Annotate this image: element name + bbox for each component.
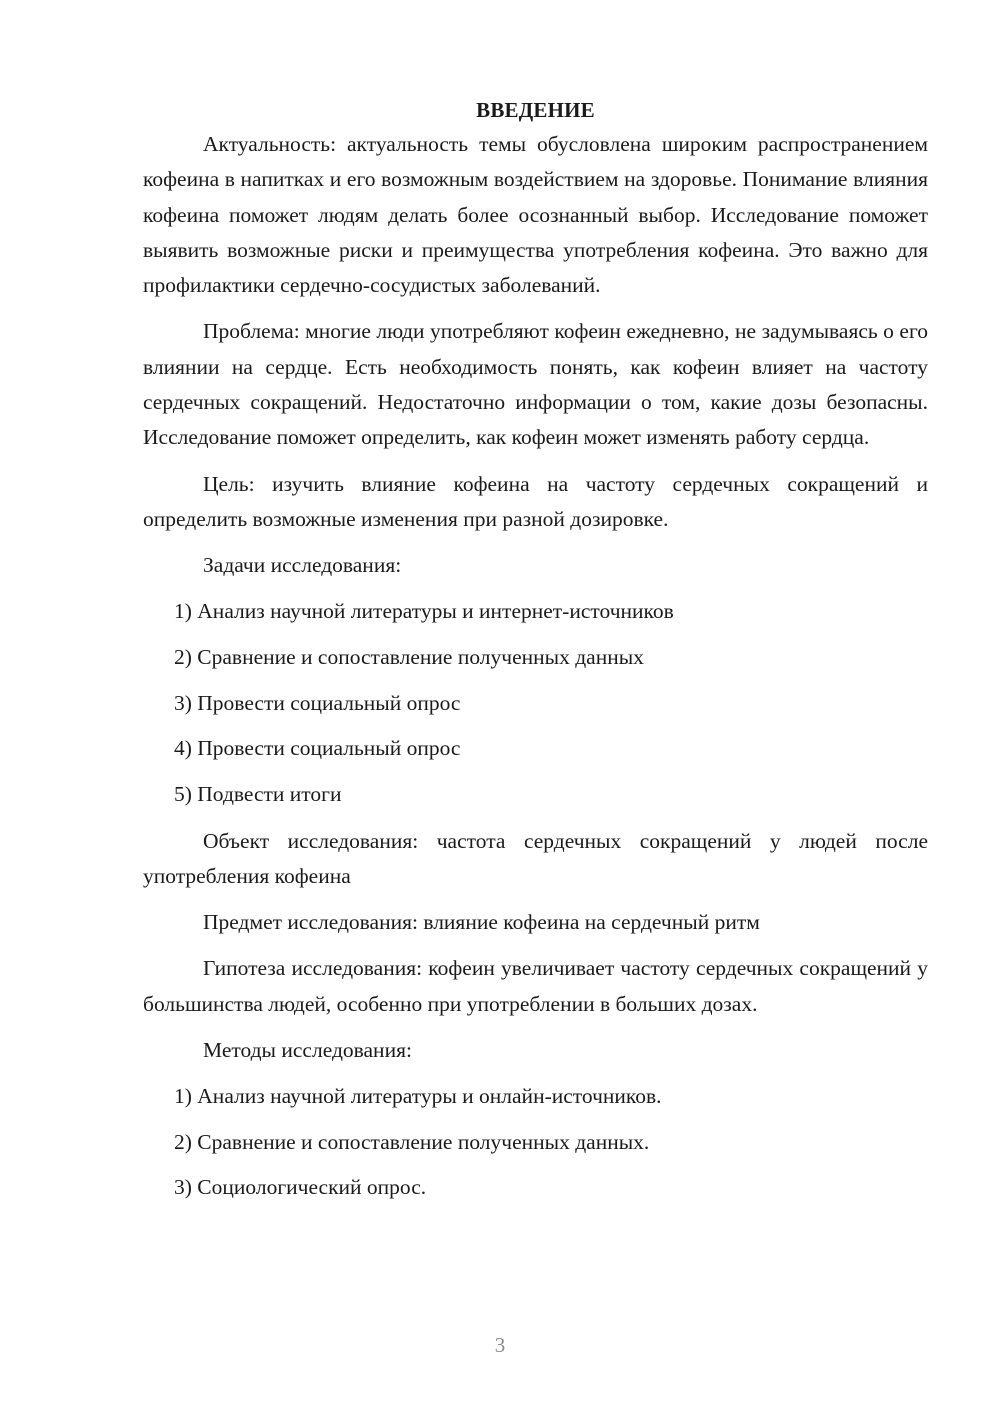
tasks-list (143, 594, 928, 812)
subject-paragraph: Предмет исследования: влияние кофеина на сердечный ритм (203, 910, 760, 935)
list-item: 1) Анализ научной литературы и онлайн-источников. (174, 1083, 662, 1108)
problem-paragraph: Проблема: многие люди употребляют кофеин ежедневно, не задумываясь о его влиянии на сердце. Есть необходимость понять, как кофеин влияет на частоту сердечных сокращений. Недостаточно информации о том, какие дозы безопасны. Исследование поможет определить, как кофеин может изменять работу сердца. (143, 319, 928, 450)
methods-list (143, 1079, 928, 1206)
document-page (143, 93, 928, 1206)
page-number: 3 (494, 1333, 506, 1357)
list-item: 2) Сравнение и сопоставление полученных данных (174, 644, 644, 669)
hypothesis-paragraph: Гипотеза исследования: кофеин увеличивает частоту сердечных сокращений у большинства людей, особенно при употреблении в больших дозах. (143, 956, 928, 1016)
object-paragraph: Объект исследования: частота сердечных сокращений у людей после употребления кофеина (143, 828, 928, 888)
list-item: 5) Подвести итоги (174, 782, 342, 807)
section-heading: ВВЕДЕНИЕ (476, 98, 595, 122)
list-item: 3) Социологический опрос. (174, 1175, 427, 1200)
relevance-paragraph: Актуальность: актуальность темы обусловлена широким распространением кофеина в напитках и его возможным воздействием на здоровье. Понимание влияния кофеина поможет людям делать более осознанный выбор. Исследование поможет выявить возможные риски и преимущества употребления кофеина. Это важно для профилактики сердечно-сосудистых заболеваний. (143, 132, 928, 298)
tasks-title: Задачи исследования: (203, 553, 402, 578)
list-item: 4) Провести социальный опрос (174, 736, 461, 761)
list-item: 2) Сравнение и сопоставление полученных данных. (174, 1129, 650, 1154)
goal-paragraph: Цель: изучить влияние кофеина на частоту сердечных сокращений и определить возможные изменения при разной дозировке. (143, 471, 928, 531)
list-item: 3) Провести социальный опрос (174, 690, 461, 715)
list-item: 1) Анализ научной литературы и интернет-источников (174, 599, 674, 624)
methods-title: Методы исследования: (203, 1038, 412, 1063)
